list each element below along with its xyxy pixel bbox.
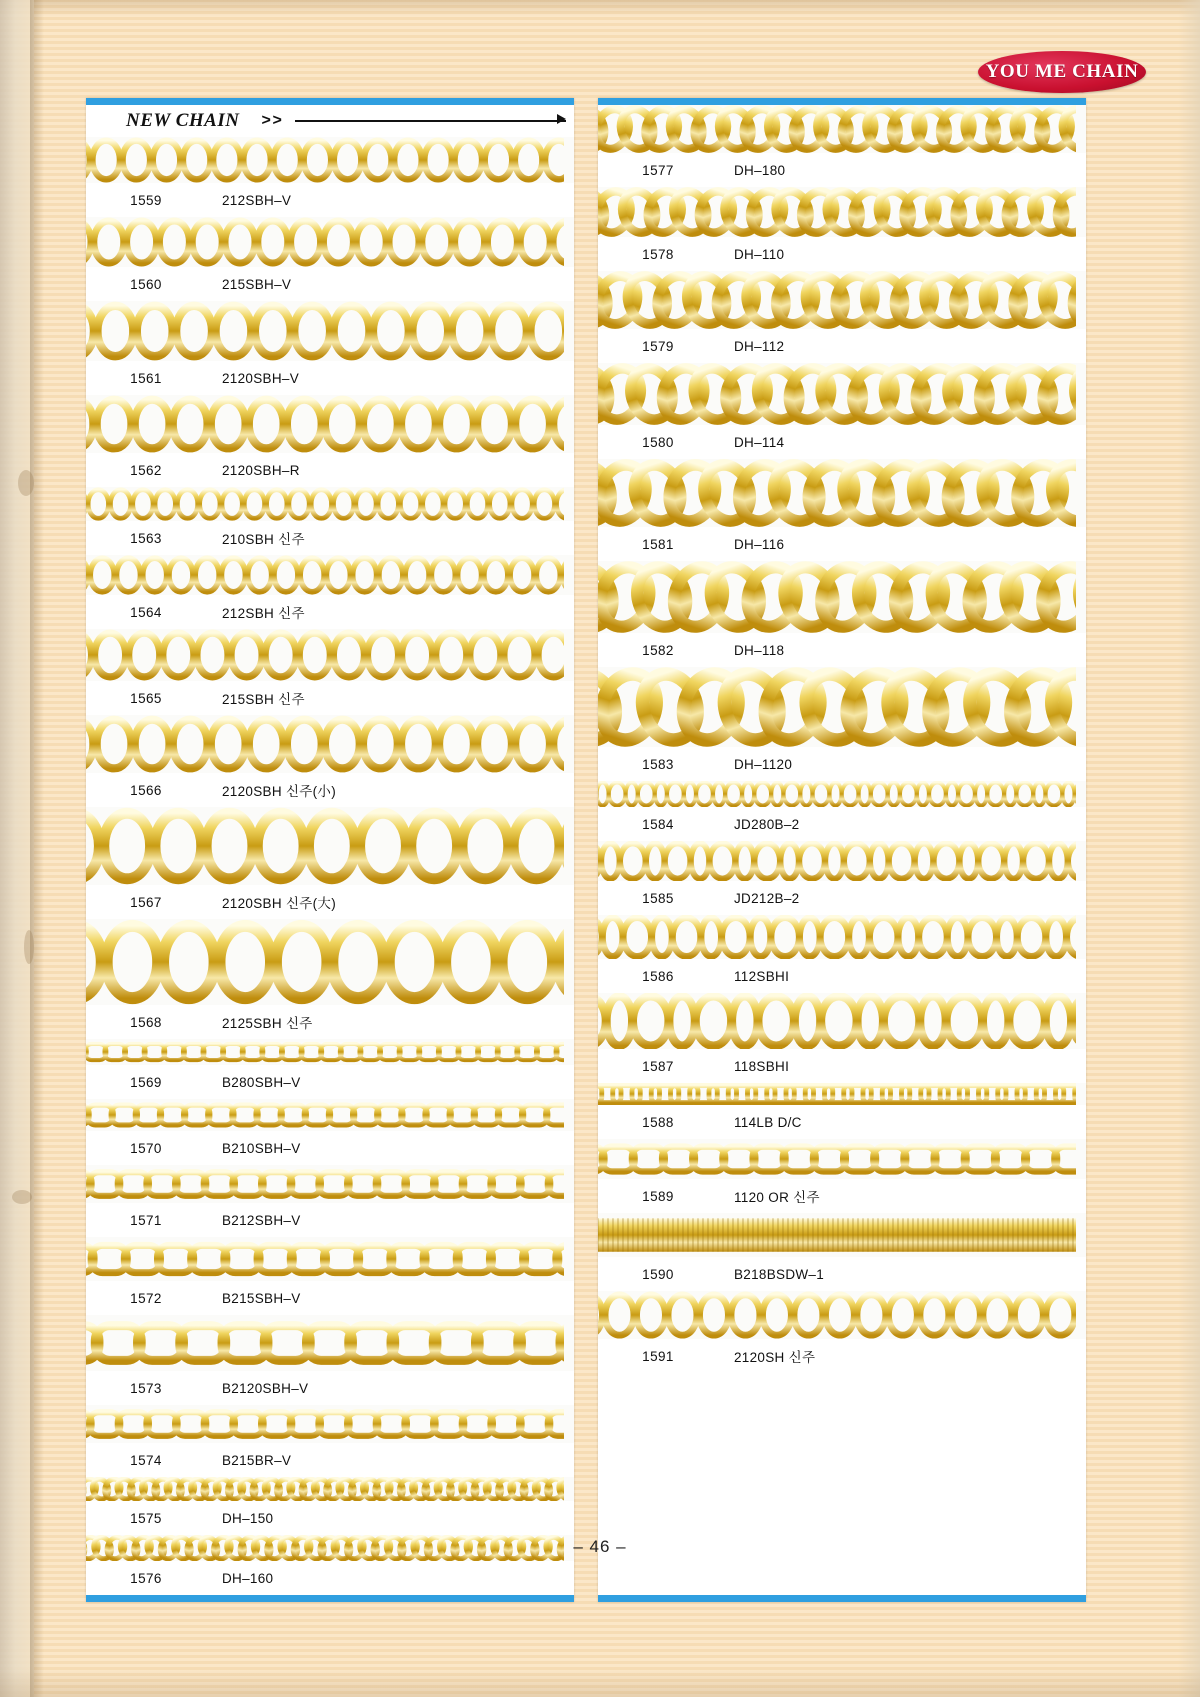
chain-item-name: DH–116 [734, 536, 785, 552]
chain-item-name: 2120SBH 신주(小) [222, 784, 337, 799]
page-edge-left [0, 0, 34, 1697]
chain-item-number: 1578 [642, 246, 674, 262]
chain-item-number: 1566 [130, 782, 162, 798]
chain-image [598, 1139, 1086, 1179]
catalog-columns [86, 98, 1086, 1602]
chain-caption [86, 1065, 574, 1099]
chain-item-name: 112SBHI [734, 968, 790, 984]
chain-caption [86, 453, 574, 487]
chain-row [86, 395, 574, 487]
chain-item-name: 2120SBH–R [222, 462, 300, 478]
chain-item-number: 1583 [642, 756, 674, 772]
chain-caption [598, 153, 1086, 187]
chain-row [598, 271, 1086, 363]
chain-item-name: 212SBH–V [222, 192, 292, 208]
chain-caption [86, 267, 574, 301]
chain-image [598, 459, 1086, 527]
new-chain-title: NEW CHAIN [126, 110, 240, 131]
chain-item-name: DH–112 [734, 338, 785, 354]
chain-item-number: 1573 [130, 1380, 162, 1396]
chain-item-number: 1562 [130, 462, 162, 478]
chain-row [86, 301, 574, 395]
chain-item-number: 1582 [642, 642, 674, 658]
chain-caption [598, 959, 1086, 993]
chain-image [598, 1213, 1086, 1257]
chain-item-number: 1569 [130, 1074, 162, 1090]
brand-logo [978, 51, 1146, 93]
chain-image [86, 1405, 574, 1443]
chain-item-name: 212SBH 신주 [222, 606, 305, 621]
chain-row [86, 919, 574, 1039]
chain-item-name: 215SBH 신주 [222, 692, 305, 707]
chain-item-name: DH–110 [734, 246, 785, 262]
chain-row [86, 1039, 574, 1099]
chevron-right-icon: > [272, 112, 282, 129]
chain-row [86, 1237, 574, 1315]
paper-blemish [18, 470, 34, 496]
chain-item-number: 1585 [642, 890, 674, 906]
chain-caption [86, 773, 574, 807]
chain-image [598, 781, 1086, 807]
chain-item-number: 1571 [130, 1212, 162, 1228]
chain-image [598, 993, 1086, 1049]
chain-item-number: 1568 [130, 1014, 162, 1030]
chain-image [86, 1165, 574, 1203]
chain-item-number: 1584 [642, 816, 674, 832]
chain-caption [598, 807, 1086, 841]
chain-item-name: DH–150 [222, 1510, 274, 1526]
chain-row [598, 915, 1086, 993]
chain-caption [598, 1257, 1086, 1291]
chain-item-number: 1564 [130, 604, 162, 620]
chain-item-name: B280SBH–V [222, 1074, 301, 1090]
chain-row [598, 561, 1086, 667]
chain-caption [86, 361, 574, 395]
right-chain-list [598, 105, 1086, 1373]
chain-image [598, 187, 1086, 237]
chain-item-name: DH–114 [734, 434, 785, 450]
chain-caption [598, 1339, 1086, 1373]
chain-item-number: 1588 [642, 1114, 674, 1130]
chain-caption [86, 183, 574, 217]
chain-item-number: 1590 [642, 1266, 674, 1282]
chain-image [86, 1237, 574, 1281]
chain-row [598, 1083, 1086, 1139]
chain-image [86, 301, 574, 361]
chain-image [598, 915, 1086, 959]
chain-item-name: B218BSDW–1 [734, 1266, 825, 1282]
chain-caption [598, 881, 1086, 915]
chain-item-name: DH–180 [734, 162, 786, 178]
chain-item-number: 1559 [130, 192, 162, 208]
chain-item-number: 1591 [642, 1348, 674, 1364]
chain-item-name: DH–118 [734, 642, 785, 658]
brand-logo-text: YOU ME CHAIN [985, 61, 1139, 82]
chain-item-name: JD212B–2 [734, 890, 800, 906]
chain-item-number: 1576 [130, 1570, 162, 1586]
chain-caption [86, 1131, 574, 1165]
chain-item-name: 2120SBH–V [222, 370, 300, 386]
page-edge-left-shadow [30, 0, 44, 1697]
chain-image [598, 1291, 1086, 1339]
chain-row [598, 105, 1086, 187]
chain-caption [86, 681, 574, 715]
chain-item-name: 215SBH–V [222, 276, 292, 292]
chain-row [86, 715, 574, 807]
arrow-line [295, 120, 566, 122]
chain-image [598, 561, 1086, 633]
chain-image [598, 667, 1086, 747]
chain-row [86, 807, 574, 919]
paper-blemish [24, 930, 34, 964]
chain-caption [86, 1561, 574, 1595]
left-column [86, 98, 574, 1602]
arrow-head-icon [557, 114, 566, 124]
chain-image [86, 555, 574, 595]
chain-caption [598, 425, 1086, 459]
chain-caption [86, 595, 574, 629]
chain-item-name: B210SBH–V [222, 1140, 301, 1156]
page-edge-right [1178, 0, 1200, 1697]
chain-row [86, 555, 574, 629]
left-chain-list [86, 137, 574, 1595]
chain-item-number: 1581 [642, 536, 674, 552]
chain-row [598, 1213, 1086, 1291]
right-column [598, 98, 1086, 1602]
page-edge-bottom [0, 1669, 1200, 1697]
chain-row [598, 363, 1086, 459]
chain-item-name: 114LB D/C [734, 1114, 802, 1130]
chain-item-number: 1572 [130, 1290, 162, 1306]
chain-caption [86, 1443, 574, 1477]
chain-row [86, 487, 574, 555]
chain-item-number: 1587 [642, 1058, 674, 1074]
chain-item-name: B215BR–V [222, 1452, 292, 1468]
chevron-right-icon: > [261, 112, 271, 129]
new-chain-header [86, 105, 574, 137]
chain-row [598, 841, 1086, 915]
chain-caption [598, 237, 1086, 271]
chain-image [598, 105, 1086, 153]
chain-item-number: 1563 [130, 530, 162, 546]
chain-caption [598, 1105, 1086, 1139]
chain-caption [86, 1281, 574, 1315]
chain-image [86, 807, 574, 885]
chain-row [598, 993, 1086, 1083]
chain-item-name: B215SBH–V [222, 1290, 301, 1306]
chain-image [86, 715, 574, 773]
chain-caption [598, 1049, 1086, 1083]
chain-caption [598, 1179, 1086, 1213]
chain-item-number: 1589 [642, 1188, 674, 1204]
chain-item-name: 2120SH 신주 [734, 1350, 816, 1365]
chain-row [86, 1099, 574, 1165]
chain-image [598, 1083, 1086, 1105]
chain-image [86, 1099, 574, 1131]
chain-item-number: 1574 [130, 1452, 162, 1468]
chain-image [86, 1477, 574, 1501]
chain-caption [86, 521, 574, 555]
chain-item-number: 1577 [642, 162, 674, 178]
chain-caption [86, 1203, 574, 1237]
chain-caption [598, 747, 1086, 781]
chain-item-number: 1586 [642, 968, 674, 984]
chain-item-number: 1575 [130, 1510, 162, 1526]
chain-item-name: JD280B–2 [734, 816, 800, 832]
chain-item-name: 210SBH 신주 [222, 532, 305, 547]
chain-image [86, 919, 574, 1005]
paper-blemish [12, 1190, 32, 1204]
header-arrow [261, 112, 566, 130]
chain-image [86, 1039, 574, 1065]
chain-row [598, 459, 1086, 561]
chain-image [86, 629, 574, 681]
chain-caption [86, 1005, 574, 1039]
chain-row [598, 781, 1086, 841]
chain-item-number: 1567 [130, 894, 162, 910]
chain-item-name: 2120SBH 신주(大) [222, 896, 337, 911]
chain-caption [598, 633, 1086, 667]
chain-item-name: DH–160 [222, 1570, 274, 1586]
chain-row [86, 1165, 574, 1237]
chain-item-number: 1570 [130, 1140, 162, 1156]
page-number: – 46 – [573, 1537, 627, 1556]
chain-row [598, 187, 1086, 271]
chain-row [86, 629, 574, 715]
chain-image [598, 271, 1086, 329]
chain-row [598, 1291, 1086, 1373]
chain-image [598, 363, 1086, 425]
chain-image [86, 217, 574, 267]
chain-item-number: 1561 [130, 370, 162, 386]
chain-item-name: B212SBH–V [222, 1212, 301, 1228]
chain-image [86, 395, 574, 453]
chain-item-name: 2125SBH 신주 [222, 1016, 313, 1031]
chain-item-name: B2120SBH–V [222, 1380, 309, 1396]
chain-image [86, 487, 574, 521]
chain-row [598, 667, 1086, 781]
chain-row [86, 1315, 574, 1405]
chain-caption [86, 1371, 574, 1405]
chain-caption [598, 527, 1086, 561]
chain-image [86, 1315, 574, 1371]
chain-caption [598, 329, 1086, 363]
chain-item-number: 1560 [130, 276, 162, 292]
chain-row [598, 1139, 1086, 1213]
chain-row [86, 217, 574, 301]
chain-caption [86, 885, 574, 919]
chain-caption [86, 1501, 574, 1535]
chain-image [598, 841, 1086, 881]
chain-row [86, 1477, 574, 1535]
chain-row [86, 137, 574, 217]
chain-row [86, 1405, 574, 1477]
chain-item-name: 1120 OR 신주 [734, 1190, 820, 1205]
page-edge-top [0, 0, 1200, 16]
chain-image [86, 137, 574, 183]
chain-item-number: 1565 [130, 690, 162, 706]
chain-item-name: 118SBHI [734, 1058, 790, 1074]
chain-item-number: 1580 [642, 434, 674, 450]
chain-item-number: 1579 [642, 338, 674, 354]
chain-item-name: DH–1120 [734, 756, 793, 772]
